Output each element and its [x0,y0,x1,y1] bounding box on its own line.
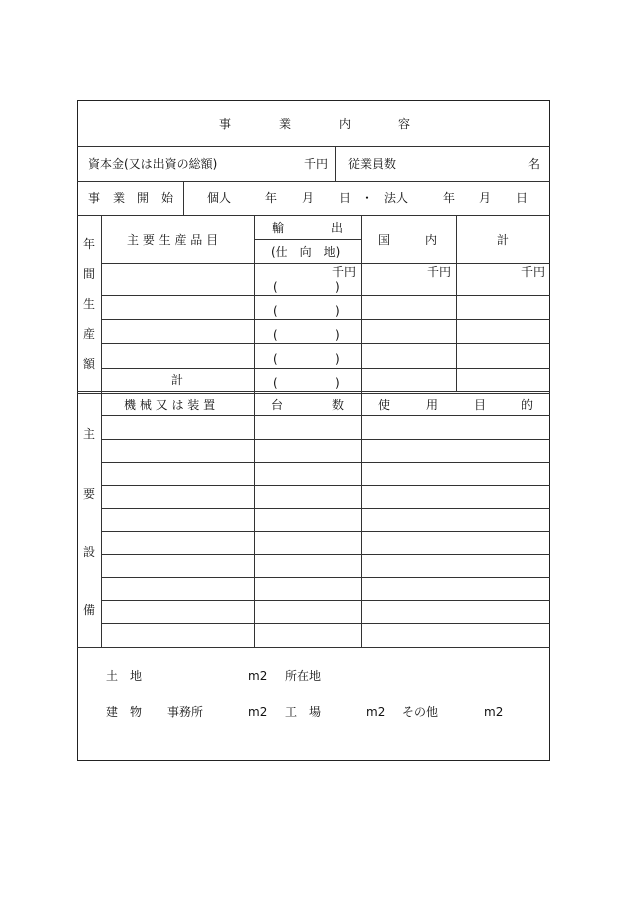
annual-production-char: 生 [83,297,96,311]
separator-dot: ・ [361,191,374,205]
paren-open: ( [273,376,278,390]
annual-production-char: 年 [83,237,96,251]
paren-close: ) [335,304,340,318]
equipment-side-char: 主 [83,427,96,441]
annual-production-char: 産 [83,327,96,341]
paren-open: ( [273,280,278,294]
row-divider [101,531,550,532]
purpose-header-char: 使 [378,398,391,412]
annual-production-char: 間 [83,267,96,281]
subtotal-label: 計 [171,373,184,387]
domestic-unit: 千円 [427,265,452,279]
row-divider [101,600,550,601]
equipment-side-char: 備 [83,603,96,617]
section-divider [77,647,550,648]
section-divider [77,393,550,394]
start-label-char: 始 [161,191,174,205]
title-char: 容 [398,117,411,131]
column-divider [335,146,336,181]
location-label: 所在地 [285,669,322,683]
column-divider [101,215,102,647]
month-label: 月 [302,191,315,205]
building-label: 建 物 [106,705,143,719]
paren-close: ) [335,280,340,294]
other-area-unit: m2 [484,705,504,719]
start-label-char: 事 [88,191,101,205]
column-divider [183,181,184,215]
domestic-header-char: 国 [378,233,391,247]
individual-label: 個人 [207,191,232,205]
row-divider [101,319,550,320]
capital-label: 資本金(又は出資の総額) [88,157,218,171]
employees-unit: 名 [528,157,541,171]
title-char: 事 [219,117,232,131]
machine-header: 機 械 又 は 装 置 [124,398,216,412]
section-divider [77,391,550,392]
row-divider [101,263,550,264]
export-unit: 千円 [332,265,357,279]
purpose-header-char: 的 [521,398,534,412]
domestic-header-char: 内 [425,233,438,247]
row-divider [101,485,550,486]
title-char: 内 [339,117,352,131]
paren-close: ) [335,376,340,390]
equipment-side-char: 要 [83,487,96,501]
paren-open: ( [273,304,278,318]
row-divider [101,415,550,416]
column-divider [361,215,362,647]
day-label: 日 [339,191,352,205]
start-label-char: 開 [137,191,150,205]
purpose-header-char: 用 [426,398,439,412]
row-divider [77,181,550,182]
column-divider [254,215,255,647]
units-header-char: 数 [332,398,345,412]
row-divider [101,439,550,440]
day-label: 日 [516,191,529,205]
paren-open: ( [273,328,278,342]
corporate-label: 法人 [384,191,409,205]
equipment-side-char: 設 [83,545,96,559]
column-divider [456,215,457,392]
month-label: 月 [479,191,492,205]
factory-label: 工 場 [285,705,322,719]
annual-production-char: 額 [83,357,96,371]
row-divider [101,577,550,578]
row-divider [77,146,550,147]
year-label: 年 [265,191,278,205]
total-unit: 千円 [521,265,546,279]
row-divider [101,508,550,509]
row-divider [77,215,550,216]
land-area-unit: m2 [248,669,268,683]
year-label: 年 [443,191,456,205]
row-divider [101,343,550,344]
total-header: 計 [497,233,510,247]
row-divider [101,623,550,624]
export-header-char: 輸 [272,221,285,235]
title-char: 業 [279,117,292,131]
destination-header: (仕 向 地) [271,245,341,259]
office-label: 事務所 [167,705,204,719]
purpose-header-char: 目 [474,398,487,412]
employees-label: 従業員数 [348,157,397,171]
other-label: その他 [402,705,439,719]
row-divider [101,295,550,296]
office-area-unit: m2 [248,705,268,719]
row-divider [101,368,550,369]
paren-open: ( [273,352,278,366]
row-divider [254,239,361,240]
row-divider [101,554,550,555]
row-divider [101,462,550,463]
paren-close: ) [335,328,340,342]
main-product-header: 主 要 生 産 品 目 [127,233,219,247]
export-header-char: 出 [331,221,344,235]
land-label: 土 地 [106,669,143,683]
factory-area-unit: m2 [366,705,386,719]
start-label-char: 業 [113,191,126,205]
units-header-char: 台 [271,398,284,412]
capital-unit: 千円 [304,157,329,171]
paren-close: ) [335,352,340,366]
